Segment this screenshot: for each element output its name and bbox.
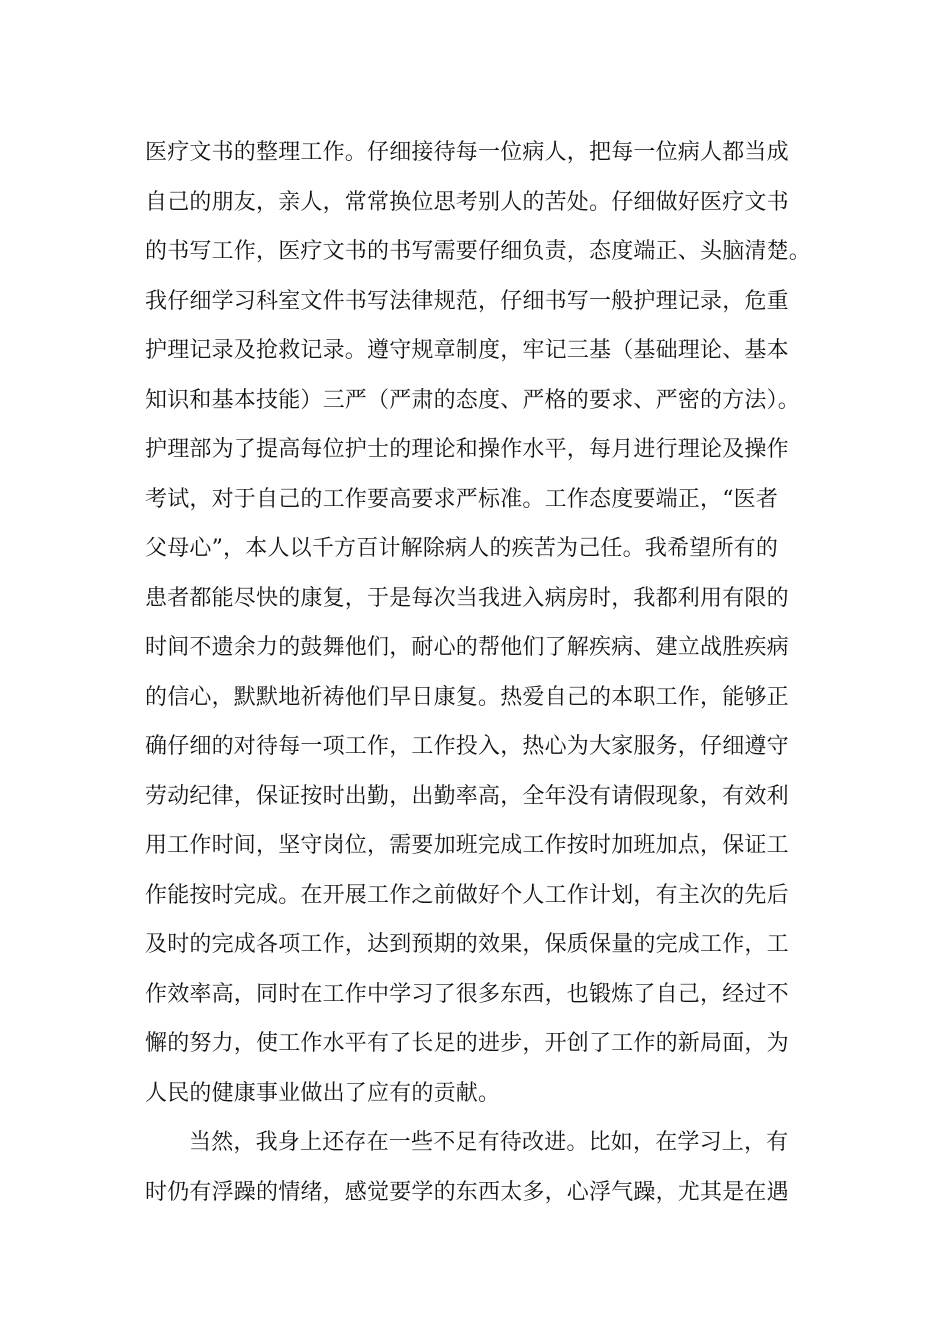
text-line: 及时的完成各项工作，达到预期的效果，保质保量的完成工作，工: [145, 932, 789, 957]
text-line: 劳动纪律，保证按时出勤，出勤率高，全年没有请假现象，有效利: [145, 783, 789, 809]
text-line: 作能按时完成。在开展工作之前做好个人工作计划，有主次的先后: [145, 882, 789, 908]
text-line: 当然，我身上还存在一些不足有待改进。比如，在学习上，有: [189, 1130, 789, 1155]
text-line: 时仍有浮躁的情绪，感觉要学的东西太多，心浮气躁，尤其是在遇: [145, 1179, 789, 1205]
text-line: 医疗文书的整理工作。仔细接待每一位病人，把每一位病人都当成: [145, 140, 789, 165]
text-line: 父母心”，本人以千方百计解除病人的疾苦为己任。我希望所有的: [145, 536, 779, 561]
text-line: 确仔细的对待每一项工作，工作投入，热心为大家服务，仔细遵守: [145, 734, 789, 759]
text-line: 护理部为了提高每位护士的理论和操作水平，每月进行理论及操作: [145, 437, 789, 462]
text-line: 的信心，默默地祈祷他们早日康复。热爱自己的本职工作，能够正: [145, 684, 789, 710]
text-line: 患者都能尽快的康复，于是每次当我进入病房时，我都利用有限的: [145, 585, 789, 611]
text-line: 人民的健康事业做出了应有的贡献。: [145, 1080, 501, 1106]
paragraph-2: [145, 1118, 810, 1217]
text-line: 护理记录及抢救记录。遵守规章制度，牢记三基（基础理论、基本: [145, 338, 789, 363]
paragraph-1: [145, 128, 810, 1118]
text-line: 懈的努力，使工作水平有了长足的进步，开创了工作的新局面，为: [145, 1031, 789, 1056]
text-line: 用工作时间，坚守岗位，需要加班完成工作按时加班加点，保证工: [145, 833, 789, 858]
text-line: 我仔细学习科室文件书写法律规范，仔细书写一般护理记录，危重: [145, 288, 789, 314]
document-body: [145, 128, 810, 1217]
text-line: 考试，对于自己的工作要高要求严标准。工作态度要端正，“医者: [145, 486, 779, 512]
text-line: 的书写工作，医疗文书的书写需要仔细负责，态度端正、头脑清楚。: [145, 239, 812, 264]
text-line: 作效率高，同时在工作中学习了很多东西，也锻炼了自己，经过不: [145, 981, 789, 1007]
text-line: 时间不遗余力的鼓舞他们，耐心的帮他们了解疾病、建立战胜疾病: [145, 635, 789, 660]
text-line: 自己的朋友，亲人，常常换位思考别人的苦处。仔细做好医疗文书: [145, 189, 789, 215]
text-line: 知识和基本技能）三严（严肃的态度、严格的要求、严密的方法）。: [145, 387, 801, 413]
